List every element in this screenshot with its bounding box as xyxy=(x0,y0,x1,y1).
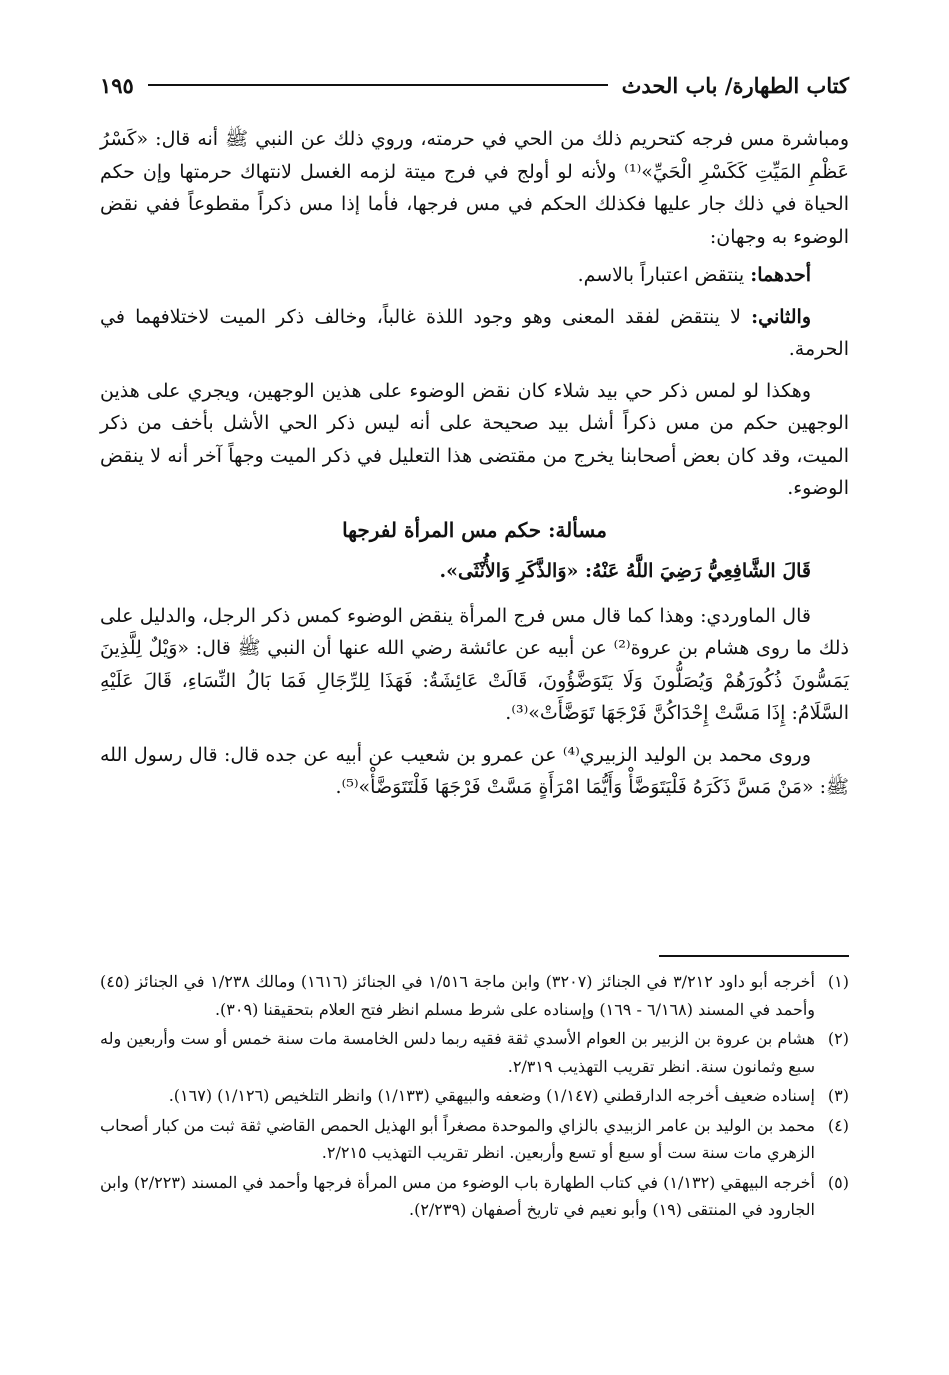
paragraph-second-view xyxy=(100,301,849,366)
footnote-item xyxy=(100,1112,849,1167)
shafii-quote: قَالَ الشَّافِعِيُّ رَضِيَ اللَّهُ عَنْهُ: «وَالذَّكَرِ وَالأُنْثَى». xyxy=(439,560,811,582)
footnote-text: محمد بن الوليد بن عامر الزبيدي بالزاي والموحدة مصغراً أبو الهذيل الحمص القاضي ثقة ثبت من كبار أصحاب الزهري مات سنة ست أو سبع أو تسع وأربعين. انظر تقريب التهذيب ٢/٢١٥. xyxy=(100,1115,815,1162)
paragraph-first-view xyxy=(100,259,849,292)
paragraph-6: وروى محمد بن الوليد الزبيري⁽⁴⁾ عن عمرو بن شعيب عن أبيه عن جده قال: قال رسول الله ﷺ: «مَنْ مَسَّ ذَكَرَهُ فَلْيَتَوَضَّأْ وَأَيُّمَا امْرَأَةٍ مَسَّتْ فَرْجَهَا فَلْتَتَوَضَّأْ»⁽⁵⁾. xyxy=(100,743,849,798)
paragraph-4: وهكذا لو لمس ذكر حي بيد شلاء كان نقض الوضوء على هذين الوجهين، ويجري على هذين الوجهين حكم من مس ذكراً أشل بيد صحيحة على أنه ليس ذكر الحي الأشل بأخف من ذكر الميت، وقد كان بعض أصحابنا يخرج من مقتضى هذا التعليل في ذكر الميت وجهاً آخر أنه لا ينقض الوضوء. xyxy=(100,379,849,499)
footnote-item xyxy=(100,1025,849,1080)
footnote-item xyxy=(100,1082,849,1110)
footnote-text: أخرجه أبو داود ٣/٢١٢ في الجنائز (٣٢٠٧) وابن ماجة ١/٥١٦ في الجنائز (١٦١٦) ومالك ١/٢٣٨ في الجنائز (٤٥) وأحمد في المسند (٦/١٦٨ - ١٦٩) وإسناده على شرط مسلم انظر فتح العلام بتحقيقنا (٣٠٩). xyxy=(100,972,815,1019)
footnotes xyxy=(100,968,849,1226)
footnote-text: هشام بن عروة بن الزبير بن العوام الأسدي ثقة فقيه ربما دلس الخامسة مات سنة خمس أو ست وأربعين وله سبع وثمانون سنة. انظر تقريب التهذيب ٢/٣١٩. xyxy=(100,1029,815,1076)
running-header xyxy=(100,70,849,100)
first-view-label: أحدهما: xyxy=(750,264,811,286)
footnote-item xyxy=(100,1169,849,1224)
header-rule xyxy=(148,84,608,86)
footnote-item xyxy=(100,968,849,1023)
paragraph-5: قال الماوردي: وهذا كما قال مس فرج المرأة ينقض الوضوء كمس ذكر الرجل، والدليل على ذلك ما روى هشام بن عروة⁽²⁾ عن أبيه عن عائشة رضي الله عنها أن النبي ﷺ قال: «وَيْلٌ لِلَّذِينَ يَمَسُّونَ ذُكُورَهُمْ وَيُصَلُّونَ وَلَا يَتَوَضَّؤُونَ، قَالَتْ عَائِشَةُ: فَهَذَا لِلرِّجَالِ فَمَا بَالُ النِّسَاءِ، قَالَ عَلَيْهِ السَّلَامُ: إِذَا مَسَّتْ إِحْدَاكُنَّ فَرْجَهَا تَوَضَّأَتْ»⁽³⁾. xyxy=(100,604,849,724)
footnote-number: (٤) xyxy=(827,1115,849,1135)
footnote-number: (٣) xyxy=(827,1086,849,1105)
footnote-number: (٢) xyxy=(827,1029,849,1048)
footnote-number: (١) xyxy=(827,972,849,991)
second-view-text: لا ينتقض لفقد المعنى وهو وجود اللذة غالباً، وخالف ذكر الميت لاختلافهما في الحرمة. xyxy=(100,305,849,360)
footnote-text: إسناده ضعيف أخرجه الدارقطني (١/١٤٧) وضعفه والبيهقي (١/١٣٣) وانظر التلخيص (١/١٢٦) (١٦٧). xyxy=(168,1086,815,1105)
main-text xyxy=(100,123,849,813)
footnote-separator xyxy=(659,955,849,957)
page-number: ١٩٥ xyxy=(100,72,134,98)
paragraph-1: ومباشرة مس فرجه كتحريم ذلك من الحي في حرمته، وروي ذلك عن النبي ﷺ أنه قال: «كَسْرُ عَظْمِ المَيِّتِ كَكَسْرِ الْحَيِّ»⁽¹⁾ ولأنه لو أولج في فرج ميتة لزمه الغسل لانتهاك حرمتها وإن حكم الحياة في ذلك جار عليها فكذلك الحكم في مس فرجها، فأما إذا مس ذكراً مقطوعاً ففي نقض الوضوء به وجهان: xyxy=(100,128,850,248)
footnote-number: (٥) xyxy=(827,1172,849,1192)
second-view-label: والثاني: xyxy=(751,305,811,328)
chapter-title: كتاب الطهارة/ باب الحدث xyxy=(621,72,849,98)
first-view-text: ينتقض اعتباراً بالاسم. xyxy=(577,264,745,286)
footnote-text: أخرجه البيهقي (١/١٣٢) في كتاب الطهارة باب الوضوء من مس المرأة فرجها وأحمد في المسند (٢/٢٢٣) وابن الجارود في المنتقى (١٩) وأبو نعيم في تاريخ أصفهان (٢/٢٣٩). xyxy=(100,1172,816,1219)
section-heading: مسألة: حكم مس المرأة لفرجها xyxy=(342,517,607,542)
